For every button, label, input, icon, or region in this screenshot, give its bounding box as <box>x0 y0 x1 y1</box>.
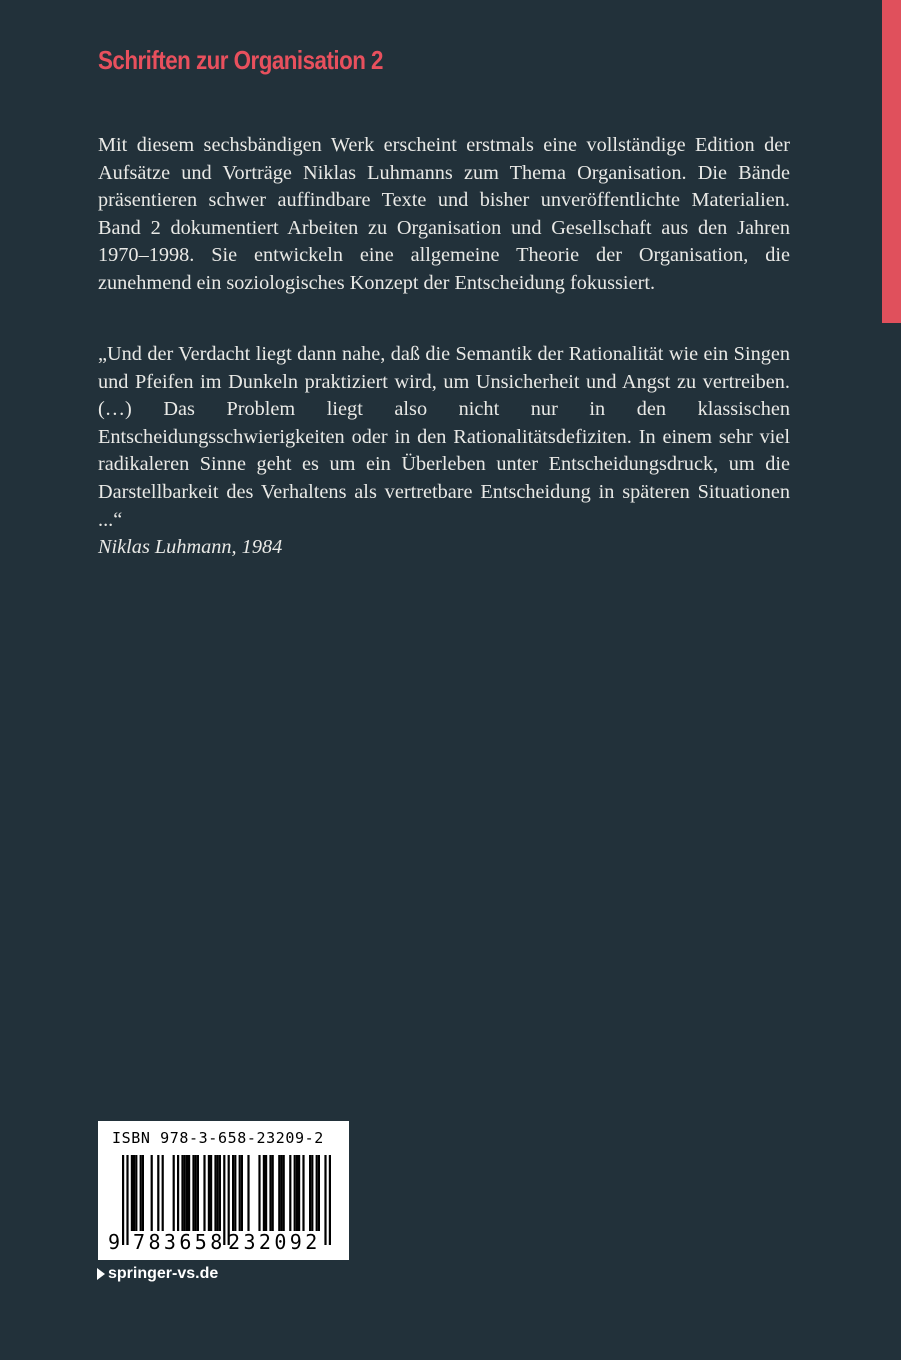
barcode-bar <box>247 1155 249 1231</box>
barcode-bar <box>294 1155 296 1231</box>
barcode-bar <box>177 1155 179 1231</box>
barcode-bar <box>184 1155 186 1231</box>
barcode-bar <box>278 1155 280 1231</box>
barcode-bar <box>133 1155 135 1231</box>
barcode-bar <box>263 1155 265 1231</box>
barcode-bar <box>311 1155 313 1231</box>
barcode-bar <box>203 1155 205 1231</box>
ean-digits <box>98 1230 349 1256</box>
ean-left-group: 783658 <box>133 1230 226 1254</box>
accent-stripe <box>882 0 901 323</box>
barcode-bar <box>217 1155 219 1231</box>
barcode-bar <box>280 1155 282 1231</box>
barcode-bar <box>219 1155 221 1231</box>
barcode-bar <box>316 1155 318 1231</box>
barcode-bar <box>188 1155 190 1231</box>
barcode-bar <box>239 1155 241 1231</box>
quote-block <box>98 341 790 562</box>
barcode-bar <box>283 1155 285 1231</box>
barcode-bar <box>197 1155 199 1231</box>
series-title: Schriften zur Organisation 2 <box>98 45 383 75</box>
barcode-bar <box>296 1155 298 1231</box>
barcode-bar <box>131 1155 133 1231</box>
barcode-bar <box>210 1155 212 1231</box>
barcode-bar <box>157 1155 159 1231</box>
barcode-bar <box>208 1155 210 1231</box>
ean-first-digit: 9 <box>108 1230 121 1254</box>
barcode-bar <box>195 1155 197 1231</box>
publisher-link[interactable] <box>97 1265 218 1283</box>
barcode-bar <box>151 1155 153 1231</box>
barcode-bar <box>289 1155 291 1231</box>
barcode-bar <box>192 1155 194 1231</box>
isbn-barcode <box>98 1121 349 1260</box>
barcode-bar <box>162 1155 164 1231</box>
barcode-bar <box>214 1155 216 1231</box>
quote-author: Niklas Luhmann, 1984 <box>98 536 283 559</box>
blurb-paragraph: Mit diesem sechsbändigen Werk erscheint erstmals eine vollständige Edition der Aufsätze und Vorträge Niklas Luhmanns zum Thema Organisation. Die Bände präsentieren schwer auffindbare Texte und bisher unveröffentlichte Materialien. Band 2 dokumentiert Arbeiten zu Organisation und Gesellschaft aus den Jahren 1970–1998. Sie entwickeln eine allgemeine Theorie der Organisation, die zunehmend ein soziologisches Konzept der Entscheidung fokussiert. <box>98 134 790 294</box>
ean-right-group: 232092 <box>228 1230 321 1254</box>
barcode-bar <box>232 1155 234 1231</box>
barcode-bar <box>272 1155 274 1231</box>
barcode-bar <box>140 1155 142 1231</box>
barcode-bar <box>302 1155 304 1231</box>
barcode-bar <box>142 1155 144 1231</box>
barcode-bar <box>258 1155 260 1231</box>
barcode-bar <box>186 1155 188 1231</box>
barcode-bar <box>265 1155 267 1231</box>
barcode-bar <box>269 1155 271 1231</box>
publisher-url: springer-vs.de <box>108 1265 219 1282</box>
barcode-bar <box>181 1155 183 1231</box>
quote-text: „Und der Verdacht liegt dann nahe, daß die Semantik der Rationalität wie ein Singen und Pfeifen im Dunkeln praktiziert wird, um Unsicherheit und Angst zu vertreiben. (…) Das Problem liegt also nicht nur in den klassischen Entscheidungsschwierigkeiten oder in den Rationalitätsdefiziten. In einem sehr viel radikaleren Sinne geht es um ein Überleben unter Entscheidungsdruck, um die Darstellbarkeit des Verhaltens als vertretbare Entscheidung in späteren Situationen ...“ <box>98 343 790 531</box>
barcode-bar <box>135 1155 137 1231</box>
barcode-bar <box>309 1155 311 1231</box>
barcode-bar <box>318 1155 320 1231</box>
right-triangle-icon <box>97 1268 105 1280</box>
barcode-bar <box>298 1155 300 1231</box>
barcode-bar <box>241 1155 243 1231</box>
isbn-label: ISBN 978-3-658-23209-2 <box>112 1129 324 1147</box>
barcode-bar <box>173 1155 175 1231</box>
barcode-bar <box>234 1155 236 1231</box>
